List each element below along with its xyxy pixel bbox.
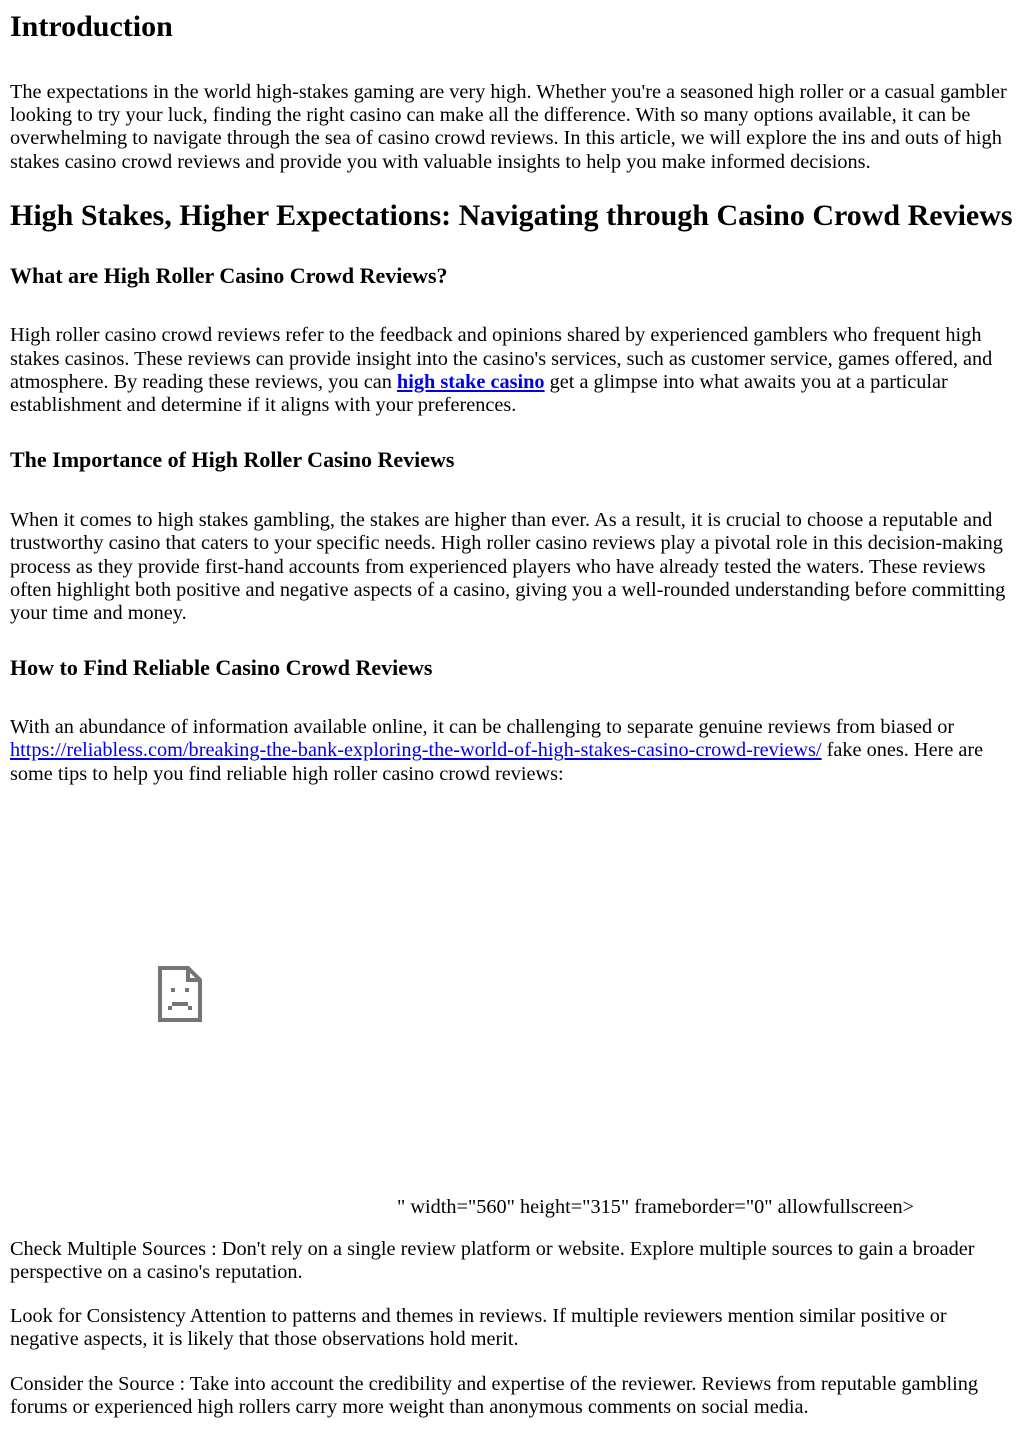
section-find-text-after: fake ones. Here are some tips to help you find reliable high roller casino crowd reviews: — [10, 739, 984, 785]
broken-document-icon — [158, 966, 202, 1022]
reliabless-url-link[interactable]: https://reliabless.com/breaking-the-bank-exploring-the-world-of-high-stakes-casino-crowd-reviews/ — [10, 739, 822, 762]
tip-consider-source: Consider the Source : Take into account the credibility and expertise of the reviewer. Reviews from reputable gambling forums or experienced high rollers carry more weight than anonymous comments on social media. — [10, 1372, 979, 1418]
intro-heading: Introduction — [10, 10, 173, 43]
intro-paragraph: The expectations in the world high-stakes gaming are very high. Whether you're a seasoned high roller or a casual gambler looking to try your luck, finding the right casino can make all the difference. With so many options available, it can be overwhelming to navigate through the sea of casino crowd reviews. In this article, we will explore the ins and outs of high stakes casino crowd reviews and provide you with valuable insights to help you make informed decisions. — [10, 81, 1007, 173]
section-what-heading: What are High Roller Casino Crowd Reviews? — [10, 263, 448, 289]
section-importance-heading: The Importance of High Roller Casino Reviews — [10, 447, 455, 473]
tip-look-consistency: Look for Consistency Attention to patterns and themes in reviews. If multiple reviewers mention similar positive or negative aspects, it is likely that those observations hold merit. — [10, 1305, 947, 1351]
broken-embed-area — [10, 786, 1014, 1218]
section-what-text-before: High roller casino crowd reviews refer to the feedback and opinions shared by experienced gamblers who frequent high stakes casinos. These reviews can provide insight into the casino's services, such as customer service, games offered, and atmosphere. By reading these reviews, you can — [10, 324, 993, 393]
article-title: High Stakes, Higher Expectations: Navigating through Casino Crowd Reviews — [10, 198, 1013, 232]
section-find-heading: How to Find Reliable Casino Crowd Reviews — [10, 655, 433, 681]
embed-trailing-text: " width="560" height="315" frameborder="0" allowfullscreen> — [397, 1195, 915, 1218]
section-find-paragraph — [10, 716, 1014, 786]
section-find-text-before: With an abundance of information available online, it can be challenging to separate genuine reviews from biased or — [10, 716, 955, 739]
section-what-text-after: get a glimpse into what awaits you at a particular establishment and determine if it aligns with your preferences. — [10, 370, 948, 416]
section-what-paragraph — [10, 324, 1014, 417]
section-importance-paragraph: When it comes to high stakes gambling, the stakes are higher than ever. As a result, it is crucial to choose a reputable and trustworthy casino that caters to your specific needs. High roller casino reviews play a pivotal role in this decision-making process as they provide first-hand accounts from experienced players who have already tested the waters. These reviews often highlight both positive and negative aspects of a casino, giving you a well-rounded understanding before committing your time and money. — [10, 509, 1006, 624]
tip-check-sources: Check Multiple Sources : Don't rely on a single review platform or website. Explore multiple sources to gain a broader perspective on a casino's reputation. — [10, 1237, 975, 1283]
high-stake-casino-link[interactable]: high stake casino — [396, 370, 545, 393]
